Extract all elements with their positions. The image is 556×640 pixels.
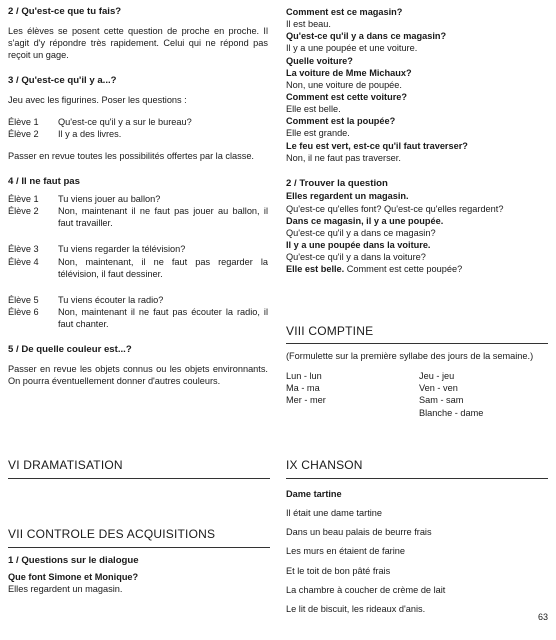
comptine-block (286, 350, 548, 419)
question-line: Comment est la poupée? (286, 116, 396, 127)
answer-line: Elle est grande. (286, 128, 350, 139)
question-line: Comment est ce magasin? (286, 7, 403, 17)
question-line: La voiture de Mme Michaux? (286, 67, 412, 78)
left-column (8, 6, 268, 387)
qa-block (286, 6, 548, 164)
student-line: Tu viens écouter la radio? (58, 294, 164, 305)
question-line: Qu'est-ce qu'il y a dans ce magasin? (286, 31, 447, 42)
statement-line: Il y a une poupée dans la voiture. (286, 240, 431, 251)
dialogue-row (8, 306, 268, 330)
student-label: Élève 1 (8, 193, 39, 204)
student-line: Tu viens jouer au ballon? (58, 193, 161, 204)
dialogue-row (8, 128, 268, 140)
statement-line: Elles regardent un magasin. (286, 191, 409, 202)
mixed-line (286, 263, 548, 275)
day-item: Mer - mer (286, 395, 326, 406)
paragraph-passer-en-revue: Passer en revue toutes les possibilités offertes par la classe. (8, 151, 254, 162)
student-line: Il y a des livres. (58, 129, 122, 140)
dialogue-row (8, 205, 268, 229)
right-column (286, 6, 548, 275)
statement-line: Elle est belle. (286, 264, 345, 275)
paragraph-figurines: Jeu avec les figurines. Poser les questions : (8, 94, 187, 105)
song-line: Le lit de biscuit, les rideaux d'anis. (286, 603, 426, 614)
day-item: Ven - ven (419, 383, 458, 394)
heading-qu-est-ce-que-tu-fais: 2 / Qu'est-ce que tu fais? (8, 6, 122, 17)
dialogue-row (8, 243, 268, 255)
student-label: Élève 5 (8, 294, 39, 305)
find-question-block (286, 190, 548, 275)
song-line: La chambre à coucher de crème de lait (286, 584, 446, 595)
answer-line: Non, une voiture de poupée. (286, 79, 402, 90)
answer-line: Non, il ne faut pas traverser. (286, 152, 401, 163)
section-rule (286, 343, 548, 344)
song-line: Il était une dame tartine (286, 508, 383, 519)
dialogue-row (8, 193, 268, 205)
student-line: Qu'est-ce qu'il y a sur le bureau? (58, 116, 192, 127)
student-label: Élève 4 (8, 256, 39, 267)
section-rule (8, 547, 270, 548)
day-item: Jeu - jeu (419, 371, 455, 382)
heading-il-ne-faut-pas: 4 / Il ne faut pas (8, 176, 80, 188)
student-line: Non, maintenant il ne faut pas jouer au ballon, il faut travailler. (58, 206, 268, 229)
question-line: Comment est cette voiture? (286, 91, 407, 102)
answer-line: Il est beau. (286, 19, 331, 30)
student-line: Non, maintenant il ne faut pas écouter la radio, il faut chanter. (58, 306, 268, 330)
question-line: Que font Simone et Monique? (8, 571, 139, 582)
student-label: Élève 2 (8, 129, 39, 140)
paragraph-tu-fais: Les élèves se posent cette question de proche en proche. Il s'agit d'y répondre très rapidement. Celui qui ne répond pas reçoit un gage. (8, 25, 268, 60)
question-line: Quelle voiture? (286, 55, 353, 66)
question-answer-line: Comment est cette poupée? (344, 264, 463, 275)
days-list (286, 370, 548, 419)
section-title-comptine: VIII COMPTINE (286, 324, 374, 338)
question-answer-line: Qu'est-ce qu'il y a dans ce magasin? (286, 227, 436, 238)
answer-line: Elles regardent un magasin. (8, 583, 123, 594)
dialogue-row (8, 294, 268, 306)
page-number: 63 (537, 612, 548, 622)
section-rule (286, 478, 548, 479)
section-title-controle: VII CONTROLE DES ACQUISITIONS (8, 527, 216, 541)
paragraph-couleurs: Passer en revue les objets connus ou les objets environnants. On pourra éventuellement donner d'autres couleurs. (8, 363, 268, 387)
day-item: Sam - sam (419, 395, 464, 406)
question-answer-line: Qu'est-ce qu'il y a dans la voiture? (286, 252, 426, 263)
song-line: Les murs en étaient de farine (286, 546, 405, 557)
day-item: Lun - lun (286, 371, 322, 382)
heading-questions-dialogue: 1 / Questions sur le dialogue (8, 555, 139, 566)
student-line: Tu viens regarder la télévision? (58, 244, 186, 255)
song-line: Et le toit de bon pâté frais (286, 565, 391, 576)
song-title: Dame tartine (286, 489, 342, 499)
question-line: Le feu est vert, est-ce qu'il faut traverser? (286, 140, 468, 151)
song-line: Dans un beau palais de beurre frais (286, 527, 432, 538)
question-answer-line: Qu'est-ce qu'elles font? Qu'est-ce qu'elles regardent? (286, 203, 504, 214)
section-title-chanson: IX CHANSON (286, 458, 363, 472)
day-item (286, 407, 415, 419)
answer-line: Elle est belle. (286, 104, 341, 115)
heading-trouver-la-question: 2 / Trouver la question (286, 177, 388, 189)
heading-qu-est-ce-qu-il-y-a: 3 / Qu'est-ce qu'il y a...? (8, 75, 117, 87)
student-label: Élève 1 (8, 116, 39, 127)
student-label: Élève 3 (8, 244, 39, 255)
student-label: Élève 6 (8, 306, 39, 317)
chanson-block (286, 488, 548, 622)
answer-line: Il y a une poupée et une voiture. (286, 43, 418, 54)
statement-line: Dans ce magasin, il y a une poupée. (286, 215, 444, 226)
section-title-dramatisation: VI DRAMATISATION (8, 458, 123, 472)
day-item: Blanche - dame (419, 407, 484, 418)
dialogue-row (8, 116, 268, 128)
day-item: Ma - ma (286, 383, 320, 394)
student-line: Non, maintenant, il ne faut pas regarder la télévision, il faut dessiner. (58, 256, 268, 279)
heading-de-quelle-couleur: 5 / De quelle couleur est...? (8, 344, 132, 356)
section-rule (8, 478, 270, 479)
controle-block (8, 555, 270, 595)
student-label: Élève 2 (8, 206, 39, 217)
dialogue-row (8, 256, 268, 280)
comptine-intro: (Formulette sur la première syllabe des jours de la semaine.) (286, 351, 534, 361)
